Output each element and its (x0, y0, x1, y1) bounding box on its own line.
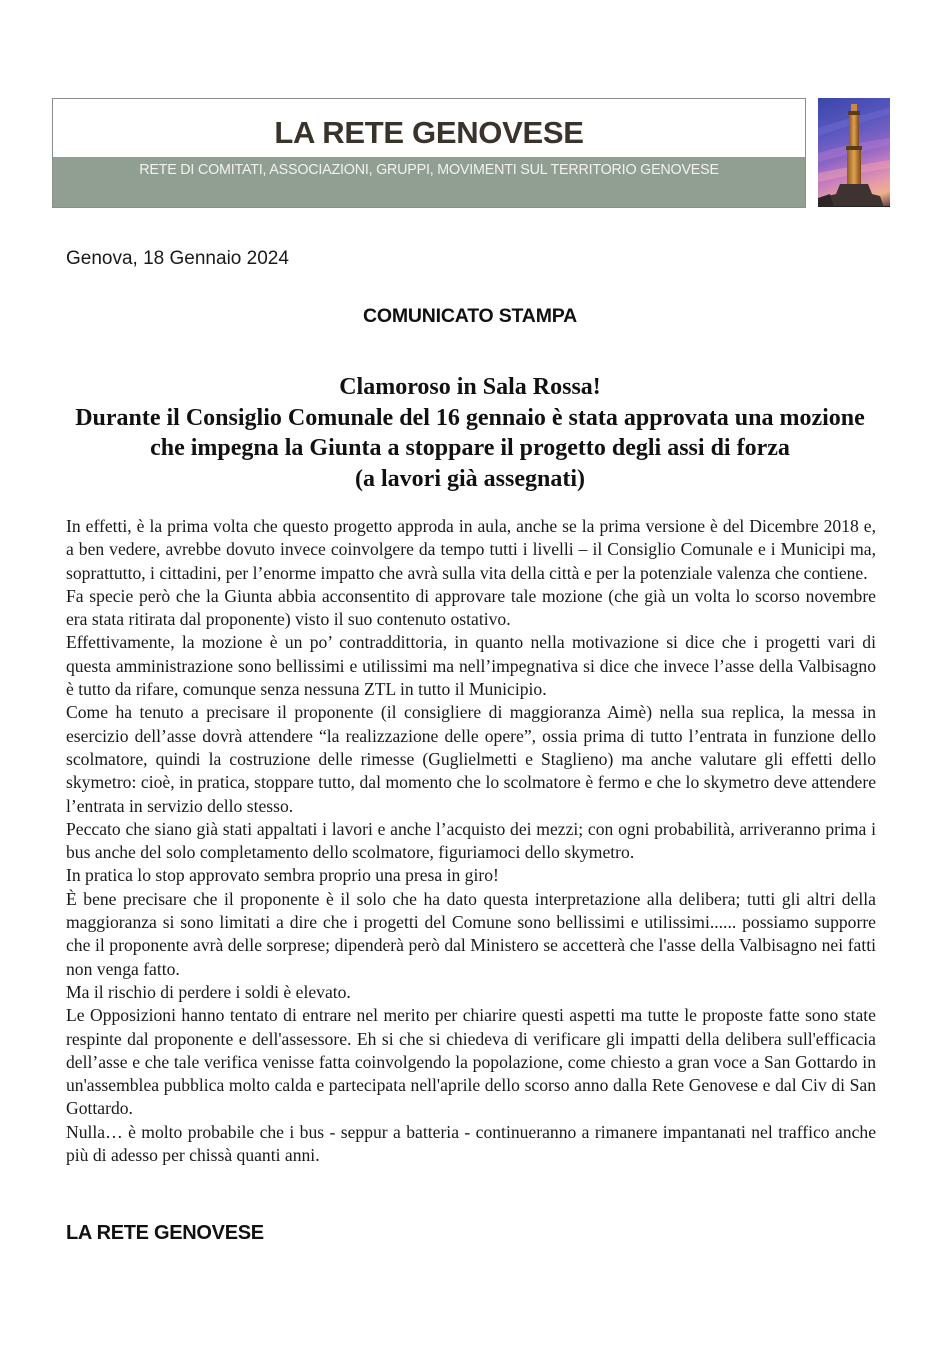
paragraph: Ma il rischio di perdere i soldi è elevato. (66, 981, 351, 1002)
date-line: Genova, 18 Gennaio 2024 (66, 248, 289, 269)
paragraph: Come ha tenuto a precisare il proponente (il consigliere di maggioranza Aimè) nella sua replica, la messa in esercizio dell’asse dovrà attendere “la realizzazione delle opere”, ossia prima di tutto l’entrata in funzione dello scolmatore, quindi la costruzione delle rimesse (Guglielmetti e Staglieno) ma anche valutare gli effetti dello skymetro: cioè, in pratica, stoppare tutto, dal momento che lo scolmatore è fermo e che lo skymetro deve attendere l’entrata in servizio dello stesso. (66, 702, 876, 816)
lighthouse-photo-icon (818, 98, 890, 207)
press-release-label: COMUNICATO STAMPA (363, 305, 577, 327)
paragraph: Nulla… è molto probabile che i bus - seppur a batteria - continueranno a rimanere impantanati nel traffico anche più di adesso per chissà quanti anni. (66, 1121, 876, 1166)
lanterna-lighthouse-image (818, 98, 890, 207)
headline-line: Clamoroso in Sala Rossa! (339, 374, 601, 400)
letterhead-band (53, 157, 805, 207)
paragraph: È bene precisare che il proponente è il solo che ha dato questa interpretazione alla delibera; tutti gli altri della maggioranza si sono limitati a dire che i progetti del Comune sono bellissimi e utilissimi...... possiamo supporre che il proponente avrà delle sorprese; dipenderà però dal Ministero se accetterà che l'asse della Valbisagno nei fatti non venga fatto. (66, 888, 876, 979)
signature: LA RETE GENOVESE (66, 1222, 264, 1244)
headline-line: (a lavori già assegnati) (355, 465, 585, 492)
paragraph: Fa specie però che la Giunta abbia acconsentito di approvare tale mozione (che già un volta lo scorso novembre era stata ritirata dal proponente) visto il suo contenuto ostativo. (66, 585, 876, 630)
letterhead-subtitle: RETE DI COMITATI, ASSOCIAZIONI, GRUPPI, MOVIMENTI SUL TERRITORIO GENOVESE (139, 162, 719, 178)
paragraph: Peccato che siano già stati appaltati i lavori e anche l’acquisto dei mezzi; con ogni probabilità, arriveranno prima i bus anche del solo completamento dello scolmatore, figuriamoci dello skymetro. (66, 818, 876, 863)
headline (60, 372, 880, 494)
letterhead (52, 98, 806, 208)
paragraph: Le Opposizioni hanno tentato di entrare nel merito per chiarire questi aspetti ma tutte le proposte fatte sono state respinte dal proponente e dell'assessore. Eh si che si chiedeva di verificare gli impatti della delibera sull'efficacia dell’asse e che tale verifica venisse fatta coinvolgendo la popolazione, come chiesto a gran voce a San Gottardo in un'assemblea pubblica molto calda e partecipata nell'aprile dello scorso anno dalla Rete Genovese e dal Civ di San Gottardo. (66, 1005, 876, 1119)
photo-base-line (818, 206, 890, 207)
paragraph: Effettivamente, la mozione è un po’ contraddittoria, in quanto nella motivazione si dice che i progetti vari di questa amministrazione sono bellissimi e utilissimi ma nell’impegnativa si dice che invece l’asse della Valbisagno è tutto da rifare, comunque senza nessuna ZTL in tutto il Municipio. (66, 632, 876, 700)
letterhead-title: LA RETE GENOVESE (274, 115, 584, 150)
paragraph: In effetti, è la prima volta che questo progetto approda in aula, anche se la prima versione è del Dicembre 2018 e, a ben vedere, avrebbe dovuto invece coinvolgere da tempo tutti i livelli – il Consiglio Comunale e i Municipi ma, soprattutto, i cittadini, per l’enorme impatto che avrà sulla vita della città e per la potenziale valenza che contiene. (66, 516, 876, 583)
body-text (66, 515, 876, 1167)
headline-line: Durante il Consiglio Comunale del 16 gennaio è stata approvata una mozione che impegna la Giunta a stoppare il progetto degli assi di forza (75, 404, 865, 461)
paragraph: In pratica lo stop approvato sembra proprio una presa in giro! (66, 865, 499, 886)
